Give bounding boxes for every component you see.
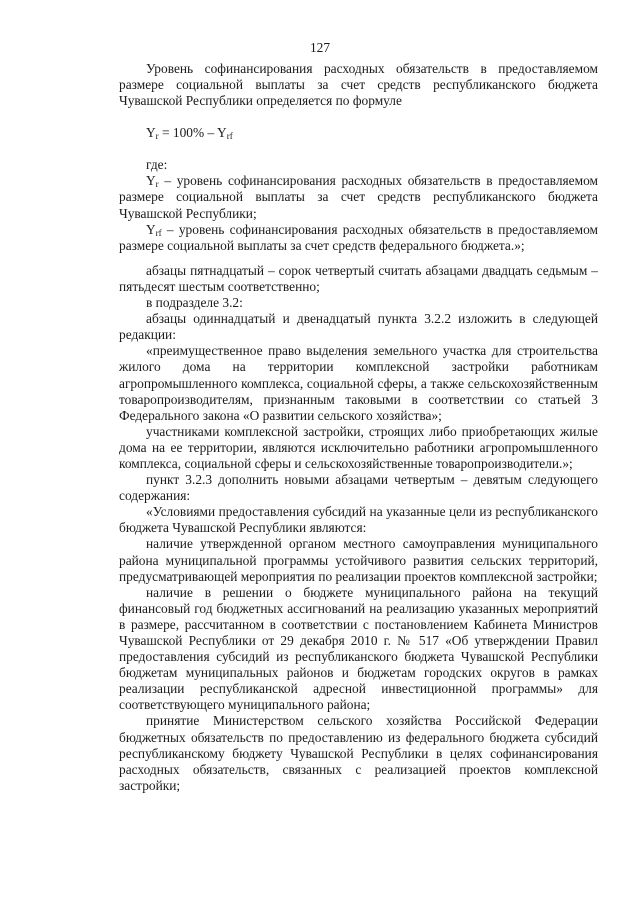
definition-yrf-text: – уровень софинансирования расходных обязательств в предоставляемом размере социальной выплаты за счет средств федерального бюджета.»; — [119, 221, 598, 253]
formula-lhs: Y — [146, 125, 156, 141]
definition-yr — [119, 173, 598, 221]
paragraph-subsection: в подразделе 3.2: — [146, 295, 243, 311]
paragraph-priority-right: «преимущественное право выделения земельного участка для строительства жилого дома на территории комплексной застройки работникам агропромышленного комплекса, социальной сферы, а также сельскохозяйственным товаропроизводителям, признанным таковыми в соответствии со статьей 3 Федерального закона «О развитии сельского хозяйства»; — [119, 343, 598, 423]
where-label: где: — [146, 157, 168, 173]
formula-lhs-sub: r — [155, 131, 159, 142]
paragraph-amend-323: пункт 3.2.3 дополнить новыми абзацами четвертым – девятым следующего содержания: — [119, 472, 598, 504]
definition-yr-text: – уровень софинансирования расходных обязательств в предоставляемом размере социальной выплаты за счет средств республиканского бюджета Чувашской Республики; — [119, 173, 598, 221]
paragraph-renumbering: абзацы пятнадцатый – сорок четвертый считать абзацами двадцать седьмым – пятьдесят шестым соответственно; — [119, 262, 598, 294]
intro-paragraph: Уровень софинансирования расходных обязательств в предоставляемом размере социальной выплаты за счет средств республиканского бюджета Чувашской Республики определяется по формуле — [119, 61, 598, 109]
definition-yr-sub: r — [155, 179, 159, 190]
formula-rhs: = 100% – Y — [158, 125, 227, 141]
document-body — [119, 61, 598, 794]
paragraph-budget-allocation: наличие в решении о бюджете муниципального района на текущий финансовый год бюджетных ассигнований на реализацию указанных мероприятий в размере, рассчитанном в соответствии с постановлением Кабинета Министров Чувашской Республики от 29 декабря 2010 г. № 517 «Об утверждении Правил предоставления субсидий из республиканского бюджета Чувашской Республики бюджетам муниципальных районов и бюджетам городских округов в рамках реализации республиканской адресной инвестиционной программы» для соответствующего муниципального района; — [119, 584, 598, 713]
formula — [119, 125, 598, 141]
paragraph-participants: участниками комплексной застройки, строящих либо приобретающих жилые дома на ее территории, являются исключительно работники агропромышленного комплекса, социальной сферы и сельскохозяйственные товаропроизводители.»; — [119, 423, 598, 471]
definition-yrf-symbol: Y — [146, 221, 156, 237]
paragraph-conditions: «Условиями предоставления субсидий на указанные цели из республиканского бюджета Чувашской Республики являются: — [119, 504, 598, 536]
paragraph-federal-obligations: принятие Министерством сельского хозяйства Российской Федерации бюджетных обязательств по предоставлению из федерального бюджета субсидий республиканскому бюджету Чувашской Республики в целях софинансирования расходных обязательств, связанных с реализацией проектов комплексной застройки; — [119, 713, 598, 793]
paragraph-municipal-program: наличие утвержденной органом местного самоуправления муниципального района муниципальной программы устойчивого развития сельских территорий, предусматривающей мероприятия по реализации проектов комплексной застройки; — [119, 536, 598, 584]
definition-yrf-sub: rf — [155, 227, 162, 238]
page-number: 127 — [309, 40, 331, 55]
definition-yrf — [119, 222, 598, 254]
formula-rhs-sub: rf — [226, 131, 233, 142]
definition-yr-symbol: Y — [146, 173, 156, 189]
paragraph-amend-322: абзацы одиннадцатый и двенадцатый пункта 3.2.2 изложить в следующей редакции: — [119, 311, 598, 343]
